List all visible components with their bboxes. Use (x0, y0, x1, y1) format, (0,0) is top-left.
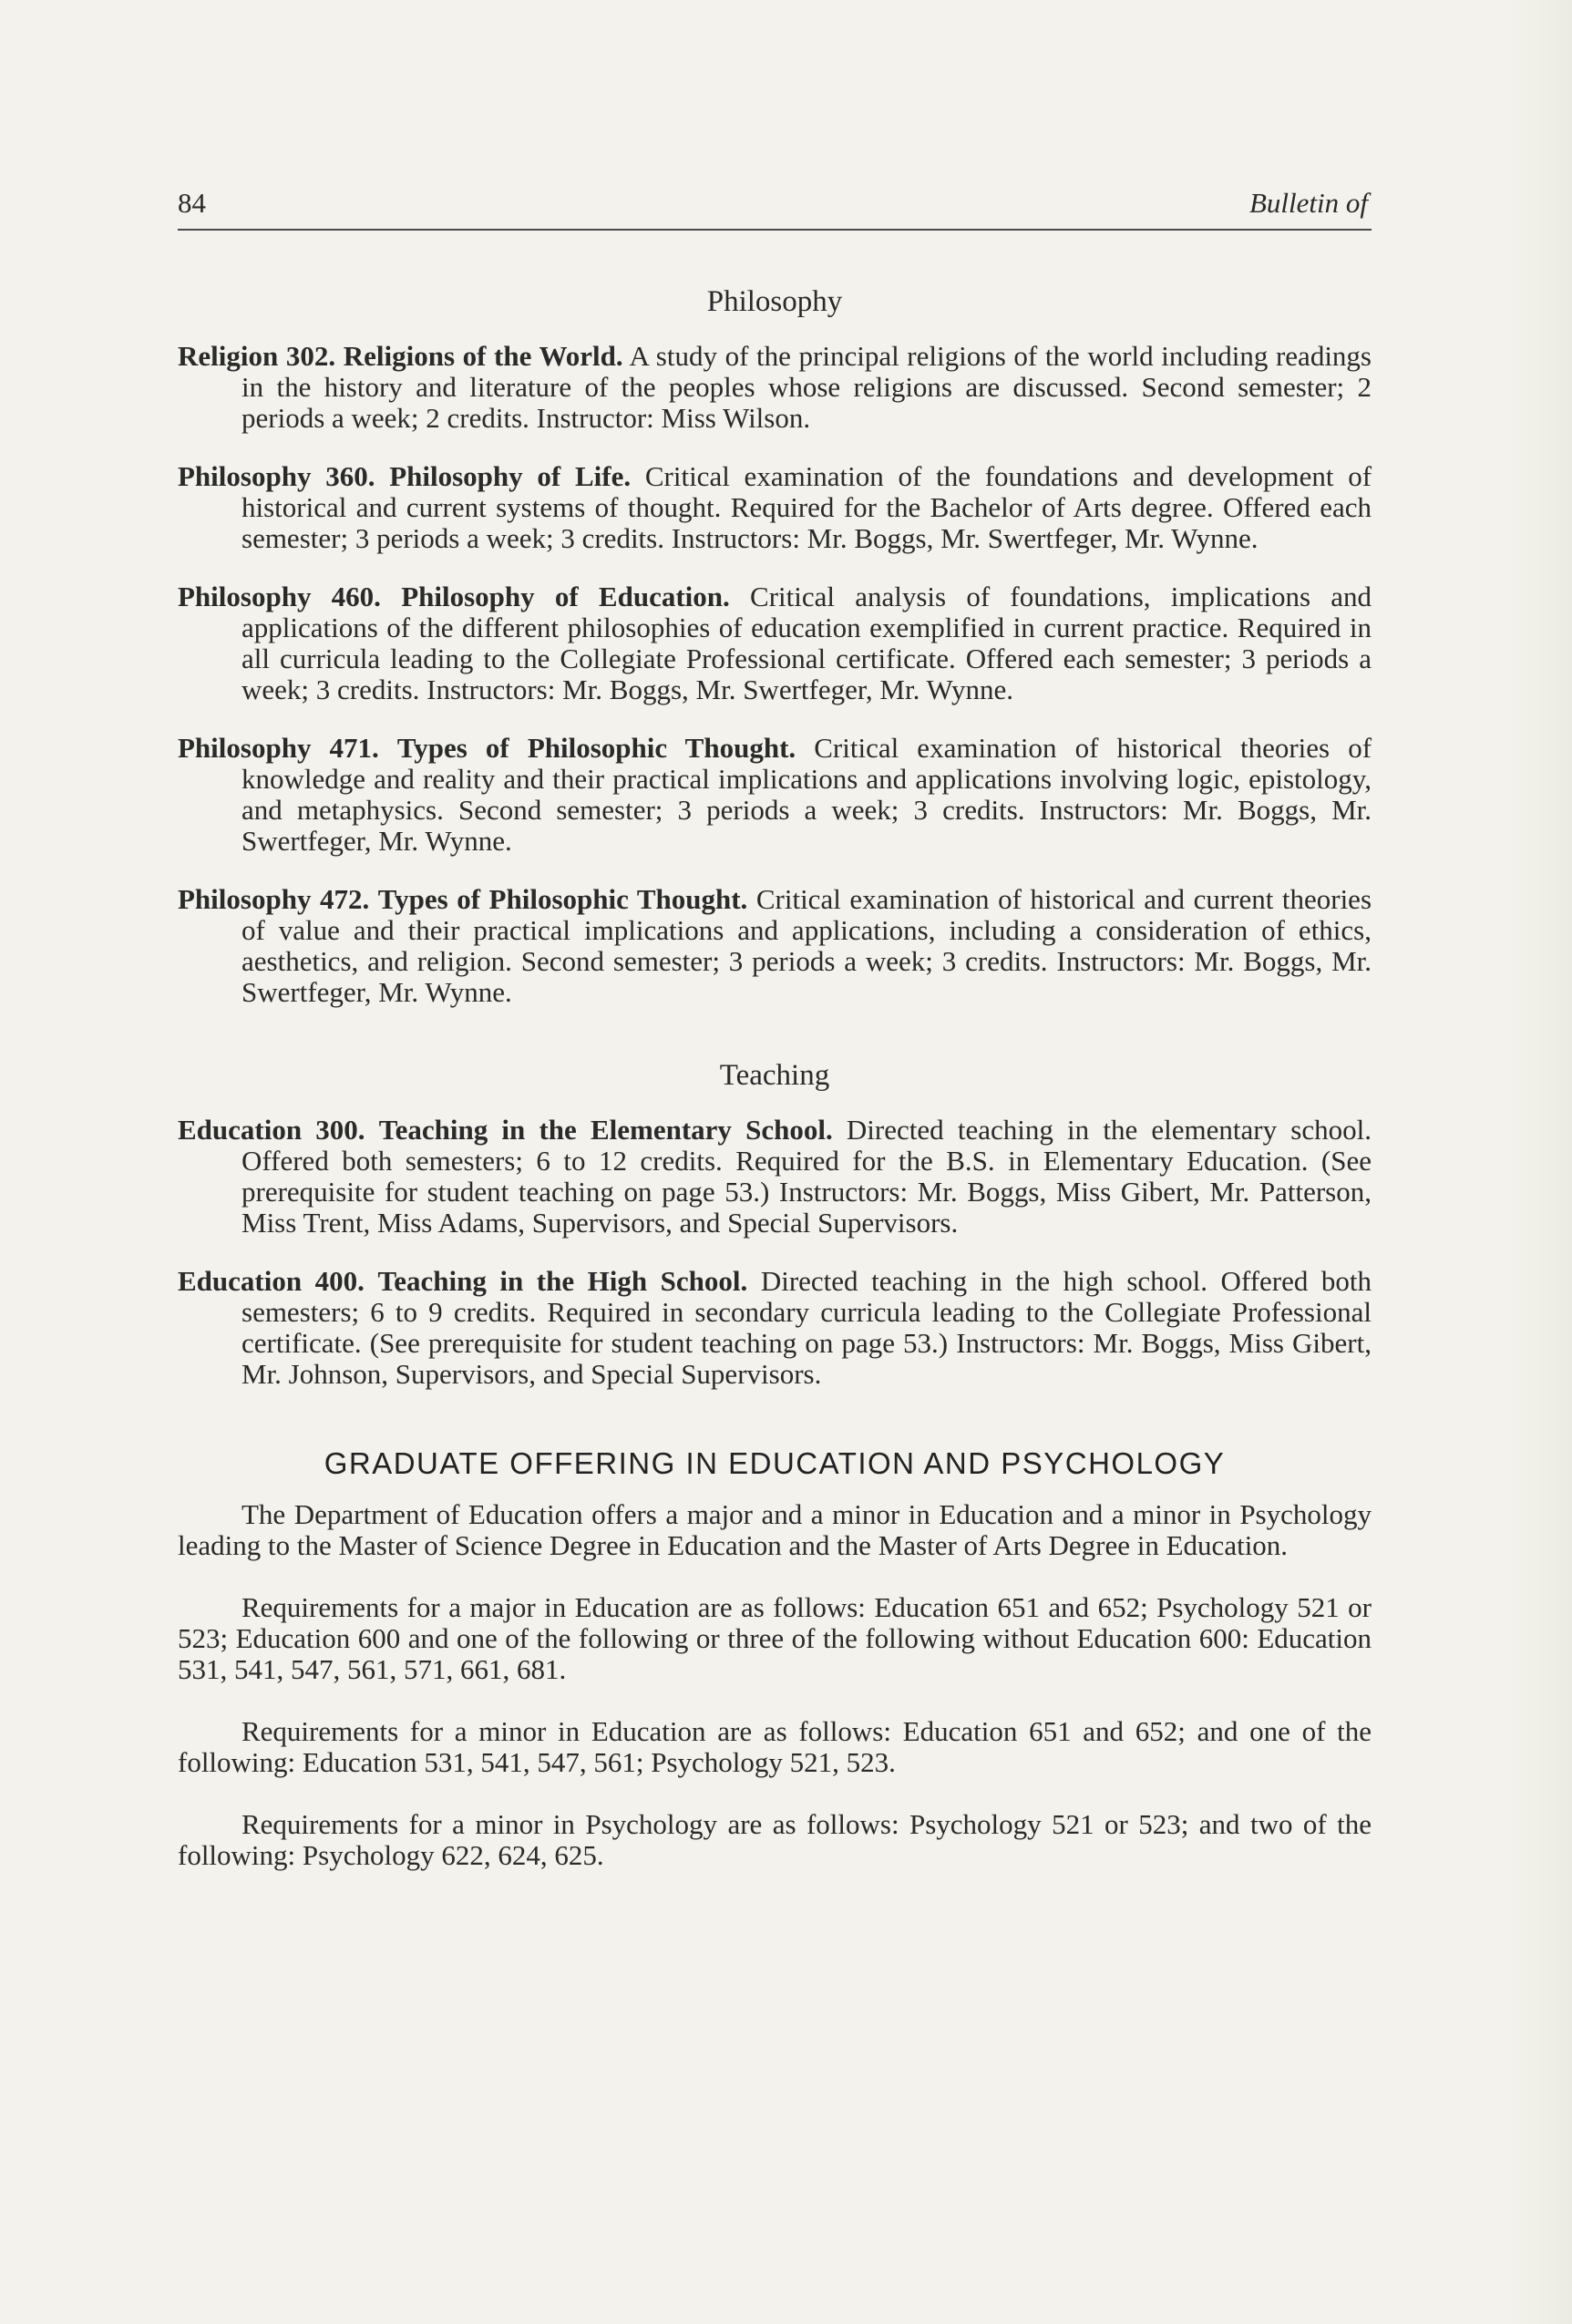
page-number: 84 (178, 187, 206, 219)
course-description: Critical examination of historical and current theories of value and their practical implications and applications, including a consideration of ethics, aesthetics, and religion. Second semester; 3 periods a week; 3 credits. Instructors: Mr. Boggs, Mr. Swertfeger, Mr. Wynne. (241, 883, 1372, 1008)
course-entry (178, 1115, 1372, 1239)
course-entry (178, 733, 1372, 857)
course-code: Religion 302. (178, 340, 336, 372)
course-entry (178, 461, 1372, 554)
course-entry (178, 884, 1372, 1008)
graduate-paragraph: Requirements for a minor in Psychology are as follows: Psychology 521 or 523; and two of the following: Psychology 622, 624, 625. (178, 1808, 1372, 1871)
course-title: Teaching in the Elementary School. (378, 1114, 833, 1146)
course-description: Directed teaching in the elementary school. Offered both semesters; 6 to 12 credits. Required for the B.S. in Elementary Education. (See prerequisite for student teaching on page 53.) Instructors: Mr. Boggs, Miss Gibert, Mr. Patterson, Miss Trent, Miss Adams, Supervisors, and Special Supervisors. (241, 1114, 1372, 1239)
section-title-philosophy: Philosophy (706, 285, 843, 318)
section-title-teaching: Teaching (719, 1059, 830, 1092)
course-code: Education 400. (178, 1265, 365, 1297)
graduate-paragraph: Requirements for a minor in Education are as follows: Education 651 and 652; and one of the following: Education 531, 541, 547, 561; Psychology 521, 523. (178, 1715, 1372, 1778)
section-title-graduate: GRADUATE OFFERING IN EDUCATION AND PSYCHOLOGY (324, 1446, 1226, 1480)
course-title: Teaching in the High School. (377, 1265, 748, 1297)
course-description: Critical examination of the foundations and development of historical and current systems of thought. Required for the Bachelor of Arts degree. Offered each semester; 3 periods a week; 3 credits. Instructors: Mr. Boggs, Mr. Swertfeger, Mr. Wynne. (241, 460, 1372, 554)
course-entry (178, 1266, 1372, 1390)
graduate-paragraph: Requirements for a major in Education are as follows: Education 651 and 652; Psychology 521 or 523; Education 600 and one of the following or three of the following without Education 600: Education 531, 541, 547, 561, 571, 661, 681. (178, 1591, 1372, 1685)
course-title: Types of Philosophic Thought. (377, 883, 748, 915)
course-code: Philosophy 460. (178, 581, 381, 612)
graduate-paragraph: The Department of Education offers a major and a minor in Education and a minor in Psychology leading to the Master of Science Degree in Education and the Master of Arts Degree in Education. (178, 1498, 1372, 1561)
course-title: Types of Philosophic Thought. (396, 732, 796, 764)
course-description: Critical analysis of foundations, implications and applications of the different philosophies of education exemplified in current practice. Required in all curricula leading to the Collegiate Professional certificate. Offered each semester; 3 periods a week; 3 credits. Instructors: Mr. Boggs, Mr. Swertfeger, Mr. Wynne. (241, 581, 1372, 705)
course-description: A study of the principal religions of the world including readings in the history and literature of the peoples whose religions are discussed. Second semester; 2 periods a week; 2 credits. Instructor: Miss Wilson. (241, 340, 1372, 434)
course-code: Education 300. (178, 1114, 365, 1146)
course-entry (178, 581, 1372, 705)
course-description: Critical examination of historical theories of knowledge and reality and their practical implications and applications involving logic, epistology, and metaphysics. Second semester; 3 periods a week; 3 credits. Instructors: Mr. Boggs, Mr. Swertfeger, Mr. Wynne. (241, 732, 1372, 857)
course-entry (178, 341, 1372, 434)
page-content (178, 187, 1372, 1902)
course-code: Philosophy 472. (178, 883, 370, 915)
page-edge-shadow (1508, 0, 1572, 2324)
course-description: Directed teaching in the high school. Offered both semesters; 6 to 9 credits. Required in secondary curricula leading to the Collegiate Professional certificate. (See prerequisite for student teaching on page 53.) Instructors: Mr. Boggs, Miss Gibert, Mr. Johnson, Supervisors, and Special Supervisors. (241, 1265, 1372, 1390)
course-code: Philosophy 360. (178, 460, 375, 492)
course-title: Religions of the World. (343, 340, 623, 372)
running-title: Bulletin of (1248, 187, 1368, 219)
running-header (178, 187, 1372, 231)
course-code: Philosophy 471. (178, 732, 379, 764)
course-title: Philosophy of Education. (401, 581, 730, 612)
course-title: Philosophy of Life. (389, 460, 632, 492)
